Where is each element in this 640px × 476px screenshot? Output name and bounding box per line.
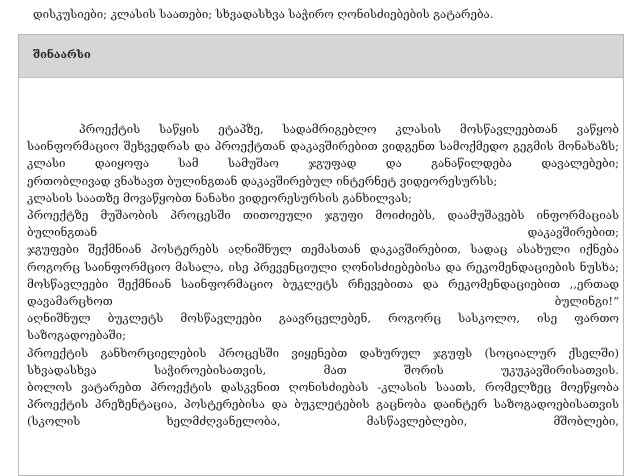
paragraph: პროექტზე მუშაობის პროცესში თითოეული ჯგუფი მოიძიებს, დაამუშავებს ინფორმაციას ბულინგთან დაკავშირებით;	[27, 208, 619, 240]
section-body	[27, 121, 619, 431]
section-header	[19, 35, 623, 78]
paragraph: აღნიშნულ ბუკლეტს მოსწავლეები გაავრცელებენ, როგორც სასკოლო, ისე ფართო საზოგადოებაში;	[27, 311, 619, 343]
paragraph: მოსწავლეები შექმნიან საინფორმაციო ბუკლეტს რჩევებითა და რეკომენდაციებით ,,ერთად დავამარცხოთ ბულინგი!“	[27, 276, 619, 309]
paragraph: კლასის საათზე მოვაწყობთ ნანახი ვიდეორესურსის განხილვას;	[27, 190, 412, 205]
paragraph: ერთობლივად ვნახავთ ბულინგთან დაკავშირებულ ინტერნეტ ვიდეორესურსს;	[27, 173, 498, 188]
paragraph: ჯგუფები შექმნიან პოსტერებს აღნიშნულ თემასთან დაკავშირებით, სადაც ასახული იქნება როგორც საინფორმციო მასალა, ისე პრევენციული ღონისძიებებისა და რეკომენდაციების ნუსხა;	[27, 242, 619, 274]
paragraph: პროექტის საწყის ეტაპზე, სადამრიგებლო კლასის მოსწავლეებთან ვაწყობ საინფორმაციო შეხვედრას და პროექტთან დაკავშირებით ვიდგენთ სამოქმედო გეგმის მონახაზს; კლასი დაიყოფა სამ სამუშაო ჯგუფად და განაწილდება დავალებები;	[27, 122, 619, 171]
section-title: შინაარსი	[33, 48, 91, 61]
paragraph: პროექტის განხორციელების პროცესში ვიყენებთ დახურულ ჯგუფს (სოციალურ ქსელში) სხვადასხვა საჭიროებისათვის, მათ შორის უკუკავშირისათვის.	[27, 345, 619, 377]
paragraph: ბოლოს ვატარებთ პროექტის დასკვნით ღონისძიებას -კლასის საათს, რომელზეც მოეწყობა პროექტის პრეზენტაცია, პოსტერებისა და ბუკლეტების გაცნობა დაინტერ საზოგადოებისათვის (სკოლის ხელმძღვანელობა, მასწავლებლები, მშობლები,	[27, 380, 619, 429]
content-section	[18, 34, 624, 476]
previous-section-last-line: დისკუსიები; კლასის საათები; სხვადასხვა საჭირო ღონისძიებების გატარება.	[33, 7, 494, 21]
